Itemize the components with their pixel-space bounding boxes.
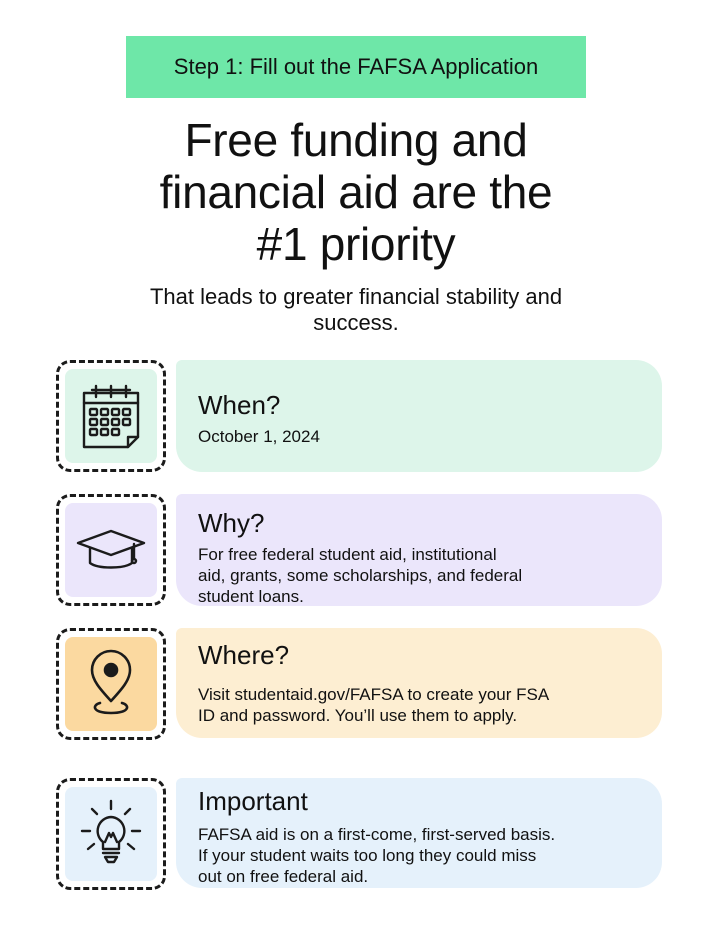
important-body	[198, 824, 662, 887]
when-body	[198, 426, 662, 447]
why-icon-background	[65, 503, 157, 597]
where-line-1: Visit studentaid.gov/FAFSA to create your FSA	[198, 685, 550, 704]
important-line-2: If your student waits too long they could miss	[198, 846, 537, 865]
when-card	[176, 360, 662, 472]
where-icon-background	[65, 637, 157, 731]
subheadline	[70, 284, 642, 336]
location-pin-icon	[86, 649, 136, 719]
why-line-1: For free federal student aid, institutional	[198, 545, 497, 564]
when-icon-frame	[56, 360, 166, 472]
important-title: Important	[198, 786, 308, 816]
where-card	[176, 628, 662, 738]
lightbulb-icon	[76, 797, 146, 871]
where-line-2: ID and password. You’ll use them to apply.	[198, 706, 518, 725]
important-icon-background	[65, 787, 157, 881]
headline-line-2: financial aid are the	[159, 166, 553, 218]
why-icon-frame	[56, 494, 166, 606]
why-card	[176, 494, 662, 606]
where-icon-frame	[56, 628, 166, 740]
calendar-icon	[78, 381, 144, 451]
why-line-2: aid, grants, some scholarships, and federal	[198, 566, 523, 585]
where-body	[198, 684, 662, 726]
important-line-3: out on free federal aid.	[198, 867, 369, 886]
headline-line-3: #1 priority	[256, 218, 456, 270]
graduation-cap-icon	[74, 525, 148, 575]
headline-line-1: Free funding and	[184, 114, 528, 166]
why-title: Why?	[198, 508, 265, 538]
subheadline-line-2: success.	[313, 310, 399, 335]
where-title: Where?	[198, 640, 290, 670]
when-title: When?	[198, 390, 281, 420]
important-icon-frame	[56, 778, 166, 890]
important-line-1: FAFSA aid is on a first-come, first-served basis.	[198, 825, 556, 844]
when-icon-background	[65, 369, 157, 463]
subheadline-line-1: That leads to greater financial stability and	[149, 284, 563, 309]
why-body	[198, 544, 662, 607]
important-card	[176, 778, 662, 888]
when-line-1: October 1, 2024	[198, 427, 320, 446]
why-line-3: student loans.	[198, 587, 304, 606]
step-banner-label: Step 1: Fill out the FAFSA Application	[173, 54, 539, 79]
step-banner	[126, 36, 586, 98]
headline	[40, 114, 672, 270]
